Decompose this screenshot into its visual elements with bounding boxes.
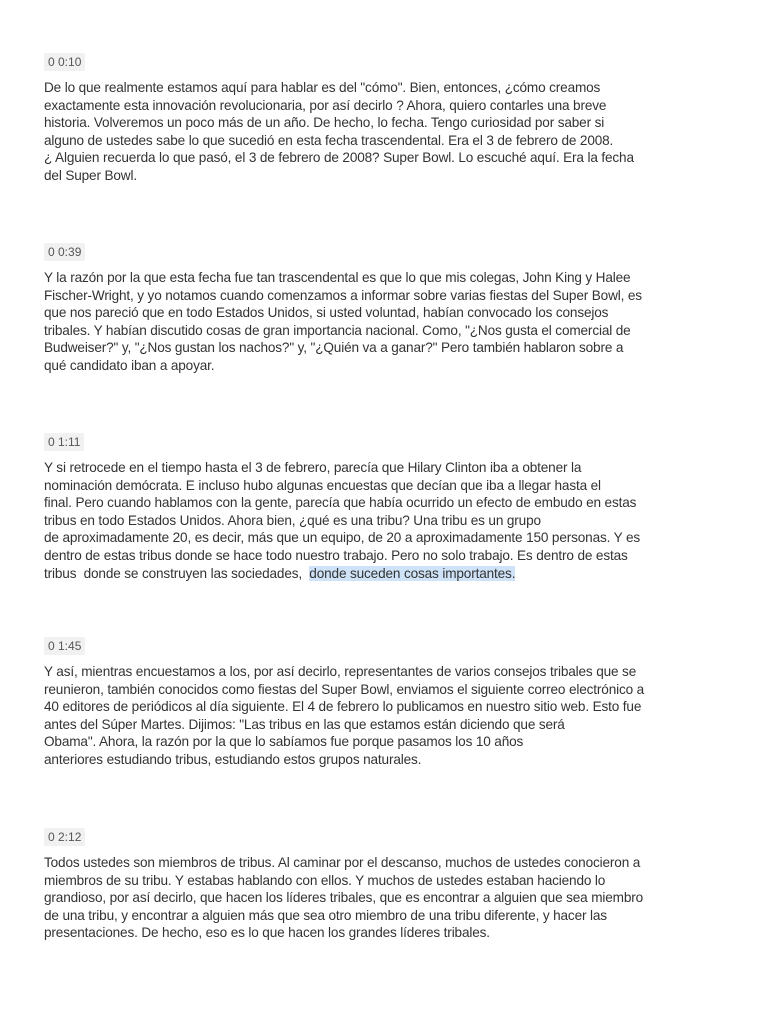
text-line: del Super Bowl.: [44, 167, 137, 183]
highlighted-text[interactable]: donde suceden cosas importantes.: [309, 565, 516, 581]
transcript-segment: [44, 433, 704, 582]
text-line: reunieron, también conocidos como fiestas del Super Bowl, enviamos el siguiente correo electrónico a: [44, 681, 645, 697]
text-line: Budweiser?" y, "¿Nos gustan los nachos?" y, "¿Quién va a ganar?" Pero también hablaron sobre a: [44, 340, 624, 356]
transcript-segment: [44, 53, 704, 185]
transcript-segment: [44, 637, 704, 769]
text-line: Obama". Ahora, la razón por la que lo sabíamos fue porque pasamos los 10 años: [44, 734, 524, 750]
timestamp-button[interactable]: 0 0:10: [44, 53, 85, 71]
text-line: dentro de estas tribus donde se hace todo nuestro trabajo. Pero no solo trabajo. Es dentro de estas: [44, 547, 628, 563]
transcript-segment: [44, 828, 704, 942]
text-line: que nos pareció que en todo Estados Unidos, si usted voluntad, habían convocado los consejos: [44, 305, 609, 321]
text-line: qué candidato iban a apoyar.: [44, 357, 215, 373]
timestamp-button[interactable]: 0 2:12: [44, 828, 85, 846]
transcript-text: [44, 269, 704, 375]
text-line: alguno de ustedes sabe lo que sucedió en esta fecha trascendental. Era el 3 de febrero de 2008.: [44, 132, 614, 148]
text-line: exactamente esta innovación revolucionaria, por así decirlo ? Ahora, quiero contarles una breve: [44, 97, 607, 113]
text-line: anteriores estudiando tribus, estudiando estos grupos naturales.: [44, 751, 422, 767]
transcript-text: [44, 459, 704, 582]
text-line: Fischer-Wright, y yo notamos cuando comenzamos a informar sobre varias fiestas del Super Bowl, es: [44, 287, 642, 303]
text-line: miembros de su tribu. Y estabas hablando con ellos. Y muchos de ustedes estaban haciendo lo: [44, 872, 606, 888]
timestamp-button[interactable]: 0 1:11: [44, 433, 84, 451]
transcript-text: [44, 79, 704, 185]
text-line: grandioso, por así decirlo, que hacen los líderes tribales, que es encontrar a alguien que sea miembro: [44, 890, 644, 906]
text-line: Y si retrocede en el tiempo hasta el 3 de febrero, parecía que Hilary Clinton iba a obtener la: [44, 460, 582, 475]
text-line: De lo que realmente estamos aquí para hablar es del "cómo". Bien, entonces, ¿cómo creamos: [44, 80, 601, 95]
text-line: antes del Súper Martes. Dijimos: "Las tribus en las que estamos están diciendo que será: [44, 716, 565, 732]
transcript-segment: [44, 243, 704, 375]
text-line: Y así, mientras encuestamos a los, por así decirlo, representantes de varios consejos tribales que se: [44, 664, 637, 679]
text-line: tribales. Y habían discutido cosas de gran importancia nacional. Como, "¿Nos gusta el comercial de: [44, 322, 631, 338]
timestamp-button[interactable]: 0 0:39: [44, 243, 85, 261]
text-line: Y la razón por la que esta fecha fue tan trascendental es que lo que mis colegas, John King y Halee: [44, 270, 631, 285]
text-line: presentaciones. De hecho, eso es lo que hacen los grandes líderes tribales.: [44, 925, 490, 941]
text-line: ¿ Alguien recuerda lo que pasó, el 3 de febrero de 2008? Super Bowl. Lo escuché aquí. Era la fecha: [44, 150, 634, 166]
text-line: de aproximadamente 20, es decir, más que un equipo, de 20 a aproximadamente 150 personas. Y es: [44, 530, 641, 546]
text-line: tribus en todo Estados Unidos. Ahora bien, ¿qué es una tribu? Una tribu es un grupo: [44, 512, 541, 528]
text-line: final. Pero cuando hablamos con la gente, parecía que había ocurrido un efecto de embudo en estas: [44, 495, 637, 511]
text-line: nominación demócrata. E incluso hubo algunas encuestas que decían que iba a llegar hasta el: [44, 477, 601, 493]
timestamp-button[interactable]: 0 1:45: [44, 637, 85, 655]
transcript-text: [44, 854, 704, 942]
text-line: Todos ustedes son miembros de tribus. Al caminar por el descanso, muchos de ustedes conocieron a: [44, 855, 641, 870]
text-line-plain: tribus donde se construyen las sociedades,: [44, 565, 310, 581]
text-line: de una tribu, y encontrar a alguien más que sea otro miembro de una tribu diferente, y hacer las: [44, 907, 607, 923]
text-line: [44, 565, 704, 583]
transcript-text: [44, 663, 704, 769]
text-line: 40 editores de periódicos al día siguiente. El 4 de febrero lo publicamos en nuestro sitio web. Esto fue: [44, 699, 642, 715]
text-line: historia. Volveremos un poco más de un año. De hecho, lo fecha. Tengo curiosidad por saber si: [44, 115, 605, 131]
